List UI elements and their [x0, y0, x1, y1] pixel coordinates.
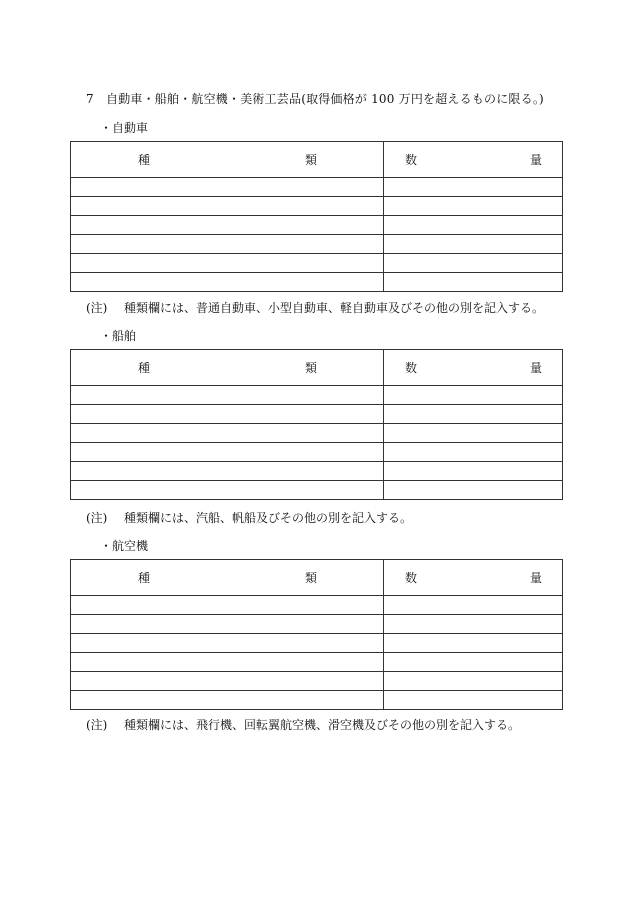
kind-cell[interactable] — [71, 386, 384, 405]
table-row — [71, 235, 563, 254]
quantity-header-char-1: 数 — [405, 153, 418, 167]
quantity-cell[interactable] — [384, 691, 563, 710]
table-row — [71, 216, 563, 235]
table-row — [71, 254, 563, 273]
note-tag: (注) — [86, 511, 108, 525]
quantity-cell[interactable] — [384, 405, 563, 424]
table-row — [71, 672, 563, 691]
table-row — [71, 405, 563, 424]
kind-cell[interactable] — [71, 197, 384, 216]
quantity-cell[interactable] — [384, 615, 563, 634]
kind-header-char-1: 種 — [138, 571, 151, 585]
subsection-title-ship: ・船舶 — [100, 329, 137, 343]
kind-header-cell — [71, 350, 384, 386]
quantity-header-char-2: 量 — [529, 153, 542, 167]
quantity-cell[interactable] — [384, 653, 563, 672]
kind-cell[interactable] — [71, 672, 384, 691]
table-header-row — [71, 350, 563, 386]
quantity-cell[interactable] — [384, 216, 563, 235]
kind-cell[interactable] — [71, 405, 384, 424]
kind-cell[interactable] — [71, 615, 384, 634]
kind-cell[interactable] — [71, 424, 384, 443]
automobile-table — [70, 141, 563, 292]
quantity-header-cell — [384, 350, 563, 386]
table-row — [71, 615, 563, 634]
quantity-header-char-1: 数 — [405, 361, 418, 375]
quantity-header-cell — [384, 142, 563, 178]
quantity-header-char-2: 量 — [529, 571, 542, 585]
quantity-cell[interactable] — [384, 596, 563, 615]
kind-cell[interactable] — [71, 254, 384, 273]
kind-cell[interactable] — [71, 178, 384, 197]
aircraft-table — [70, 559, 563, 710]
quantity-header-char-2: 量 — [529, 361, 542, 375]
ship-note — [86, 509, 412, 526]
kind-cell[interactable] — [71, 273, 384, 292]
quantity-cell[interactable] — [384, 178, 563, 197]
section-heading — [86, 90, 544, 107]
quantity-cell[interactable] — [384, 386, 563, 405]
kind-header-char-2: 類 — [304, 153, 317, 167]
note-text: 種類欄には、汽船、帆船及びその他の別を記入する。 — [124, 511, 413, 525]
quantity-cell[interactable] — [384, 424, 563, 443]
table-row — [71, 178, 563, 197]
note-tag: (注) — [86, 718, 108, 732]
table-row — [71, 596, 563, 615]
automobile-note — [86, 299, 544, 316]
kind-cell[interactable] — [71, 596, 384, 615]
kind-header-char-2: 類 — [304, 571, 317, 585]
kind-cell[interactable] — [71, 634, 384, 653]
kind-cell[interactable] — [71, 443, 384, 462]
quantity-cell[interactable] — [384, 443, 563, 462]
table-row — [71, 197, 563, 216]
table-row — [71, 273, 563, 292]
table-row — [71, 386, 563, 405]
subsection-title-automobile: ・自動車 — [100, 121, 149, 135]
kind-cell[interactable] — [71, 216, 384, 235]
note-text: 種類欄には、普通自動車、小型自動車、軽自動車及びその他の別を記入する。 — [124, 301, 545, 315]
kind-cell[interactable] — [71, 653, 384, 672]
table-row — [71, 443, 563, 462]
quantity-cell[interactable] — [384, 235, 563, 254]
kind-header-char-1: 種 — [138, 361, 151, 375]
table-row — [71, 653, 563, 672]
table-row — [71, 424, 563, 443]
quantity-cell[interactable] — [384, 273, 563, 292]
quantity-header-cell — [384, 560, 563, 596]
table-row — [71, 481, 563, 500]
kind-header-cell — [71, 142, 384, 178]
kind-header-char-2: 類 — [304, 361, 317, 375]
quantity-cell[interactable] — [384, 481, 563, 500]
note-text: 種類欄には、飛行機、回転翼航空機、滑空機及びその他の別を記入する。 — [124, 718, 521, 732]
table-header-row — [71, 560, 563, 596]
ship-table — [70, 349, 563, 500]
note-tag: (注) — [86, 301, 108, 315]
table-row — [71, 462, 563, 481]
table-header-row — [71, 142, 563, 178]
kind-header-char-1: 種 — [138, 153, 151, 167]
subsection-title-aircraft: ・航空機 — [100, 539, 149, 553]
heading-text: 自動車・船舶・航空機・美術工芸品(取得価格が 100 万円を超えるものに限る。) — [106, 92, 544, 106]
quantity-cell[interactable] — [384, 254, 563, 273]
kind-header-cell — [71, 560, 384, 596]
table-row — [71, 634, 563, 653]
kind-cell[interactable] — [71, 235, 384, 254]
quantity-cell[interactable] — [384, 462, 563, 481]
table-row — [71, 691, 563, 710]
heading-number: 7 — [86, 92, 94, 106]
quantity-cell[interactable] — [384, 672, 563, 691]
aircraft-note — [86, 716, 520, 733]
quantity-cell[interactable] — [384, 197, 563, 216]
kind-cell[interactable] — [71, 462, 384, 481]
quantity-header-char-1: 数 — [405, 571, 418, 585]
kind-cell[interactable] — [71, 691, 384, 710]
kind-cell[interactable] — [71, 481, 384, 500]
quantity-cell[interactable] — [384, 634, 563, 653]
